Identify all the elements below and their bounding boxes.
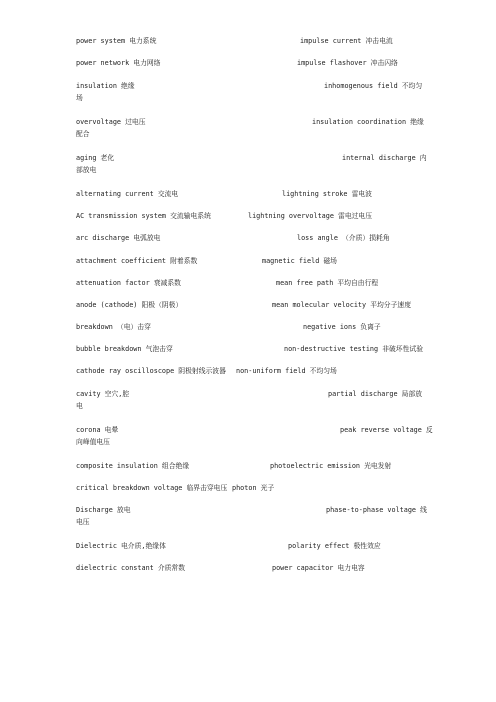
term-left: cathode ray oscilloscope 阴极射线示波器	[76, 367, 226, 375]
term-left: overvoltage 过电压	[76, 118, 146, 126]
term-right: loss angle （介质）损耗角	[297, 234, 390, 242]
term-left: power network 电力网络	[76, 59, 161, 67]
glossary-entry	[0, 344, 496, 353]
term-right: photon 光子	[232, 484, 275, 492]
glossary-entry	[0, 81, 496, 90]
glossary-entry	[0, 366, 496, 375]
term-left: alternating current 交流电	[76, 190, 179, 198]
term-left: insulation 绝缘	[76, 82, 135, 90]
term-left: bubble breakdown 气泡击穿	[76, 345, 173, 353]
term-right: polarity effect 极性效应	[288, 542, 381, 550]
term-left: Discharge 放电	[76, 506, 131, 514]
glossary-entry	[0, 461, 496, 470]
term-left: dielectric constant 介质常数	[76, 564, 186, 572]
term-right: internal discharge 内	[342, 154, 427, 162]
glossary-entry	[0, 505, 496, 514]
term-right: negative ions 负离子	[303, 323, 381, 331]
term-right: lightning stroke 雷电波	[282, 190, 372, 198]
term-left: breakdown （电）击穿	[76, 323, 151, 331]
glossary-entry	[0, 322, 496, 331]
term-right: non-destructive testing 非破坏性试验	[284, 345, 423, 353]
term-right: mean free path 平均自由行程	[276, 279, 379, 287]
term-left: composite insulation 组合绝缘	[76, 462, 190, 470]
term-right: partial discharge 局部放	[328, 390, 423, 398]
term-right: peak reverse voltage 反	[340, 426, 433, 434]
glossary-entry	[0, 425, 496, 434]
term-right: power capacitor 电力电容	[272, 564, 365, 572]
glossary-entry	[0, 211, 496, 220]
term-right: magnetic field 磁场	[262, 257, 337, 265]
term-right: photoelectric emission 光电发射	[270, 462, 392, 470]
glossary-entry	[0, 36, 496, 45]
term-continuation: 配合	[76, 130, 90, 138]
term-left: aging 老化	[76, 154, 115, 162]
term-continuation: 电压	[76, 518, 90, 526]
term-continuation: 场	[76, 94, 83, 102]
term-right: impulse current 冲击电流	[300, 37, 393, 45]
term-left: power system 电力系统	[76, 37, 157, 45]
glossary-entry	[0, 278, 496, 287]
term-right: insulation coordination 绝缘	[312, 118, 424, 126]
term-right: phase-to-phase voltage 线	[326, 506, 427, 514]
glossary-entry	[0, 563, 496, 572]
glossary-entry	[0, 189, 496, 198]
term-right: impulse flashover 冲击闪络	[297, 59, 398, 67]
glossary-entry	[0, 389, 496, 398]
term-continuation: 向峰值电压	[76, 438, 110, 446]
term-left: attachment coefficient 附着系数	[76, 257, 198, 265]
glossary-entry	[0, 483, 496, 492]
term-left: critical breakdown voltage 临界击穿电压	[76, 484, 228, 492]
glossary-entry	[0, 300, 496, 309]
term-right: mean molecular velocity 平均分子速度	[272, 301, 411, 309]
term-left: cavity 空穴,腔	[76, 390, 130, 398]
term-right: inhomogenous field 不均匀	[324, 82, 423, 90]
term-left: arc discharge 电弧放电	[76, 234, 161, 242]
term-left: anode (cathode) 阳极（阴极）	[76, 301, 183, 309]
glossary-entry	[0, 256, 496, 265]
term-left: corona 电晕	[76, 426, 119, 434]
glossary-entry	[0, 153, 496, 162]
term-right: non-uniform field 不均匀场	[236, 367, 337, 375]
term-left: Dielectric 电介质,绝缘体	[76, 542, 166, 550]
glossary-entry	[0, 541, 496, 550]
term-left: AC transmission system 交流输电系统	[76, 212, 211, 220]
glossary-entry	[0, 58, 496, 67]
glossary-entry	[0, 117, 496, 126]
term-left: attenuation factor 衰减系数	[76, 279, 181, 287]
term-continuation: 部放电	[76, 166, 97, 174]
glossary-entry	[0, 233, 496, 242]
term-continuation: 电	[76, 402, 83, 410]
term-right: lightning overvoltage 雷电过电压	[248, 212, 373, 220]
